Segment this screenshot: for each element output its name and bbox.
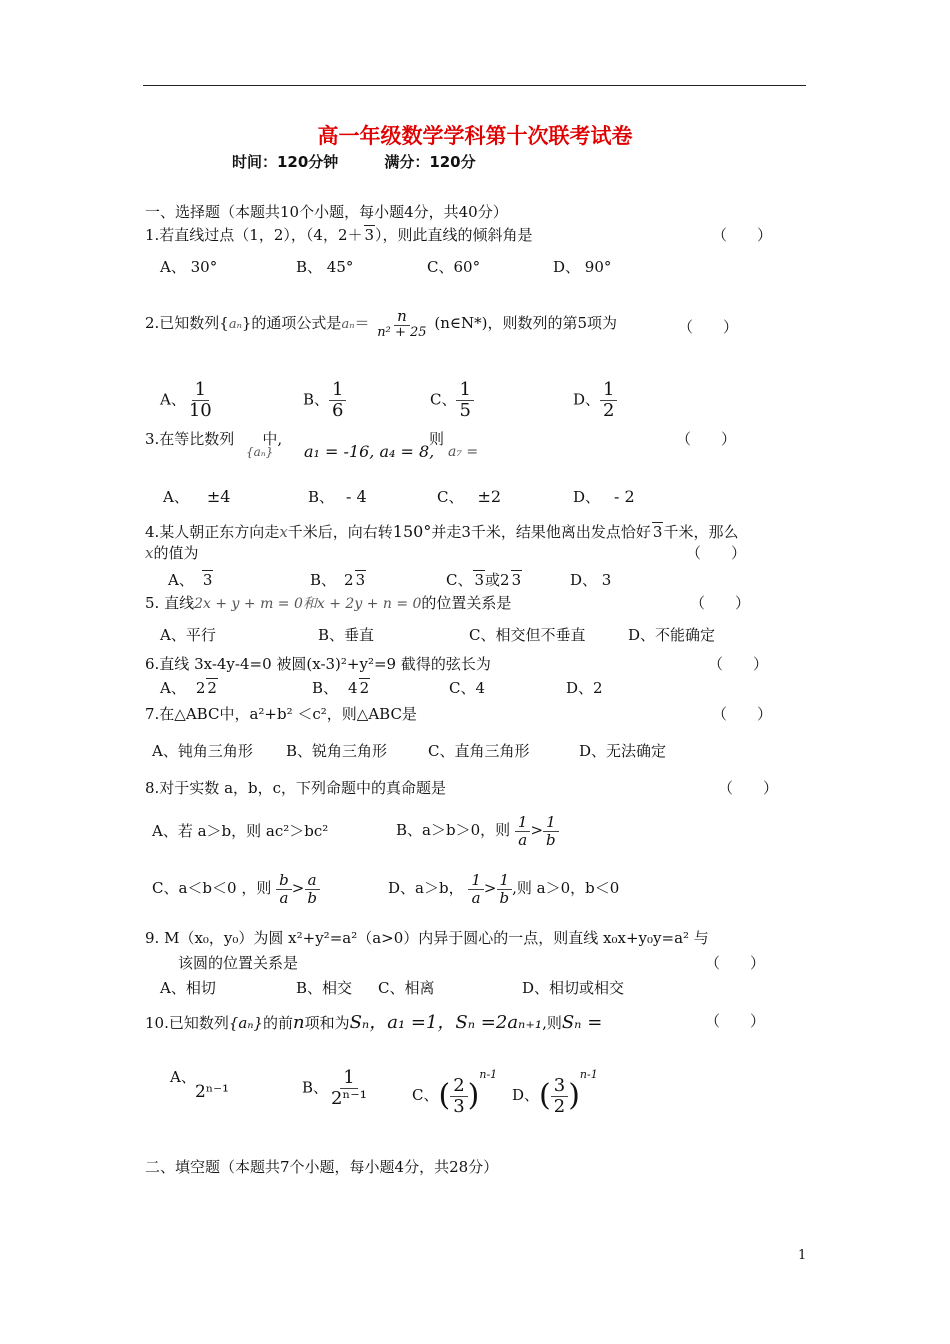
question-7: 7.在△ABC中，a²+b² ＜c²，则△ABC是 xyxy=(145,705,417,723)
q9-option-a: A、相切 xyxy=(160,979,216,997)
question-2: 2.已知数列{aₙ}的通项公式是aₙ＝ $\frac{n}{\text{n² + 25}}$ (n∈N*)，则数列的第5项为 xyxy=(145,307,617,340)
q3-then: 则 xyxy=(429,430,445,448)
q8-option-b: B、a＞b＞0，则 $\frac{1}{a}$ > $\frac{1}{b}$ xyxy=(396,814,559,848)
q1-option-b: B、 45° xyxy=(296,258,354,276)
section-1-heading: 一、选择题（本题共10个小题，每小题4分，共40分） xyxy=(145,203,508,221)
q5-option-a: A、平行 xyxy=(160,626,216,644)
q6-option-b: B、 4 2 xyxy=(312,679,370,697)
q3-option-a: A、 ±4 xyxy=(163,487,231,506)
q10-option-a: 2ⁿ⁻¹ xyxy=(195,1082,229,1102)
q7-option-a: A、钝角三角形 xyxy=(152,742,253,760)
q3-given: a₁ = -16, a₄ = 8, xyxy=(304,442,435,461)
q3-option-b: B、 - 4 xyxy=(308,487,367,506)
q10-option-a-label: A、 xyxy=(170,1068,196,1086)
q3-option-d: D、 - 2 xyxy=(573,487,635,506)
question-8: 8.对于实数 a，b，c，下列命题中的真命题是 xyxy=(145,779,447,797)
q9-option-c: C、相离 xyxy=(378,979,435,997)
q4-option-c: C、 3或2 3 xyxy=(446,571,522,589)
time-label: 时间：120分钟 xyxy=(232,153,339,171)
answer-bracket-4: （ ） xyxy=(686,544,747,562)
q8-option-a: A、若 a＞b，则 ac²＞bc² xyxy=(152,822,329,840)
q3-ask: a₇ = xyxy=(448,444,479,460)
q5-option-c: C、相交但不垂直 xyxy=(469,626,586,644)
q10-option-b: B、 $\frac{1}{\text{2ⁿ⁻¹}}$ xyxy=(302,1067,367,1109)
question-9-line-2: 该圆的位置关系是 xyxy=(178,954,299,972)
q8-option-d: D、a＞b， $\frac{1}{a}$ > $\frac{1}{b}$ ,则 a＞0，b＜0 xyxy=(388,871,620,907)
question-4-line-1: 4.某人朝正东方向走x千米后，向右转150°并走3千米，结果他离出发点恰好 3千米，那么 xyxy=(145,522,739,541)
q6-option-a: A、 2 2 xyxy=(160,679,217,697)
q7-option-d: D、无法确定 xyxy=(579,742,667,760)
q1-option-c: C、60° xyxy=(427,258,481,276)
question-9-line-1: 9. M（x₀，y₀）为圆 x²+y²=a²（a>0）内异于圆心的一点，则直线 x₀x+y₀y=a² 与 xyxy=(145,929,709,947)
q2-option-c: C、 $\frac{1}{5}$ xyxy=(430,380,474,421)
q6-option-c: C、4 xyxy=(449,679,486,697)
q4-option-a: A、 3 xyxy=(168,571,213,589)
q5-option-b: B、垂直 xyxy=(318,626,375,644)
q1-option-a: A、 30° xyxy=(160,258,218,276)
q8-option-c: C、a＜b＜0 ，则 $\frac{b}{a}$ > $\frac{a}{b}$ xyxy=(152,872,320,906)
q1-option-d: D、 90° xyxy=(553,258,612,276)
answer-bracket-10: （ ） xyxy=(705,1012,766,1030)
general-term-fraction: $\frac{n}{\text{n² + 25}}$ xyxy=(377,307,427,340)
q5-option-d: D、不能确定 xyxy=(628,626,716,644)
q10-option-d: D、( $\frac{3}{2}$ )$^{n-1}$ xyxy=(512,1068,598,1117)
q2-option-d: D、 $\frac{1}{2}$ xyxy=(573,380,617,421)
exam-info xyxy=(232,153,522,171)
answer-bracket-8: （ ） xyxy=(718,779,779,797)
question-6: 6.直线 3x-4y-4=0 被圆(x-3)²+y²=9 截得的弦长为 xyxy=(145,655,491,673)
sequence-an: {aₙ} xyxy=(246,445,274,459)
q3-option-c: C、 ±2 xyxy=(437,487,502,506)
q9-option-d: D、相切或相交 xyxy=(522,979,625,997)
page-number: 1 xyxy=(798,1248,807,1263)
q4-option-b: B、 2 3 xyxy=(310,571,366,589)
q2-option-b: B、 $\frac{1}{6}$ xyxy=(303,380,346,421)
q6-option-d: D、2 xyxy=(566,679,603,697)
header-rule xyxy=(143,85,806,86)
answer-bracket-6: （ ） xyxy=(708,655,769,673)
answer-bracket-2: （ ） xyxy=(678,318,739,336)
question-1: 1.若直线过点（1，2），（4，2＋ 3），则此直线的倾斜角是 xyxy=(145,226,533,244)
q10-option-c: C、( $\frac{2}{3}$ )$^{n-1}$ xyxy=(412,1068,498,1117)
answer-bracket-1: （ ） xyxy=(712,226,773,244)
sqrt-3: 3 xyxy=(364,226,375,244)
q7-option-c: C、直角三角形 xyxy=(428,742,530,760)
q9-option-b: B、相交 xyxy=(296,979,353,997)
question-5: 5. 直线2x + y + m = 0和x + 2y + n = 0的位置关系是 xyxy=(145,594,512,612)
question-4-line-2: x的值为 xyxy=(145,544,199,562)
section-2-heading: 二、填空题（本题共7个小题，每小题4分，共28分） xyxy=(145,1158,499,1176)
question-3: 3.在等比数列 中, xyxy=(145,430,283,448)
answer-bracket-9: （ ） xyxy=(705,954,766,972)
q4-option-d: D、 3 xyxy=(570,571,612,589)
answer-bracket-7: （ ） xyxy=(712,705,773,723)
question-10: 10.已知数列{aₙ}的前n项和为Sₙ，a₁ =1，Sₙ =2aₙ₊₁,则Sₙ = xyxy=(145,1012,603,1033)
page-title: 高一年级数学学科第十次联考试卷 xyxy=(317,124,633,148)
q7-option-b: B、锐角三角形 xyxy=(286,742,388,760)
score-label: 满分：120分 xyxy=(384,153,476,171)
q2-option-a: A、 $\frac{1}{10}$ xyxy=(160,379,212,421)
answer-bracket-5: （ ） xyxy=(690,594,751,612)
answer-bracket-3: （ ） xyxy=(676,430,737,448)
